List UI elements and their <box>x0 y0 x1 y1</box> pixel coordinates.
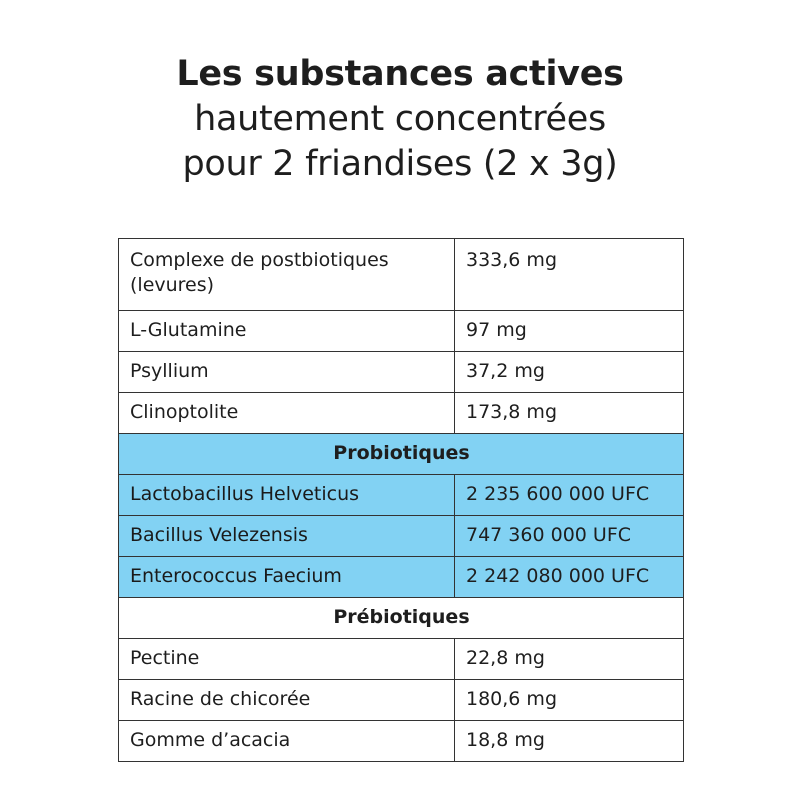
ingredient-name: Pectine <box>119 639 455 680</box>
page-title <box>0 52 800 187</box>
ingredient-name: L-Glutamine <box>119 311 455 352</box>
section-title: Prébiotiques <box>119 598 684 639</box>
ingredient-amount: 97 mg <box>455 311 684 352</box>
ingredients-table <box>118 238 684 762</box>
ingredient-amount: 333,6 mg <box>455 239 684 311</box>
table-row <box>119 557 684 598</box>
ingredient-amount: 37,2 mg <box>455 352 684 393</box>
ingredient-amount: 173,8 mg <box>455 393 684 434</box>
ingredient-name: Gomme d’acacia <box>119 721 455 762</box>
ingredient-name: Psyllium <box>119 352 455 393</box>
section-title: Probiotiques <box>119 434 684 475</box>
ingredient-amount: 747 360 000 UFC <box>455 516 684 557</box>
ingredients-table-container <box>118 238 683 762</box>
table-row <box>119 311 684 352</box>
ingredient-name: Enterococcus Faecium <box>119 557 455 598</box>
title-line-2: hautement concentrées <box>194 99 606 139</box>
table-row <box>119 639 684 680</box>
ingredient-name: Lactobacillus Helveticus <box>119 475 455 516</box>
ingredient-name: Bacillus Velezensis <box>119 516 455 557</box>
table-row <box>119 721 684 762</box>
table-row <box>119 393 684 434</box>
table-row <box>119 680 684 721</box>
ingredient-amount: 22,8 mg <box>455 639 684 680</box>
ingredient-name: Clinoptolite <box>119 393 455 434</box>
ingredient-amount: 180,6 mg <box>455 680 684 721</box>
table-row <box>119 475 684 516</box>
section-header-probiotics <box>119 434 684 475</box>
title-line-3: pour 2 friandises (2 x 3g) <box>182 144 618 184</box>
title-line-1: Les substances actives <box>176 54 624 94</box>
ingredient-amount: 18,8 mg <box>455 721 684 762</box>
ingredient-amount: 2 235 600 000 UFC <box>455 475 684 516</box>
table-row <box>119 352 684 393</box>
ingredient-name: Complexe de postbiotiques (levures) <box>119 239 455 311</box>
table-row <box>119 239 684 311</box>
section-header-prebiotics <box>119 598 684 639</box>
table-row <box>119 516 684 557</box>
ingredient-amount: 2 242 080 000 UFC <box>455 557 684 598</box>
ingredient-name: Racine de chicorée <box>119 680 455 721</box>
